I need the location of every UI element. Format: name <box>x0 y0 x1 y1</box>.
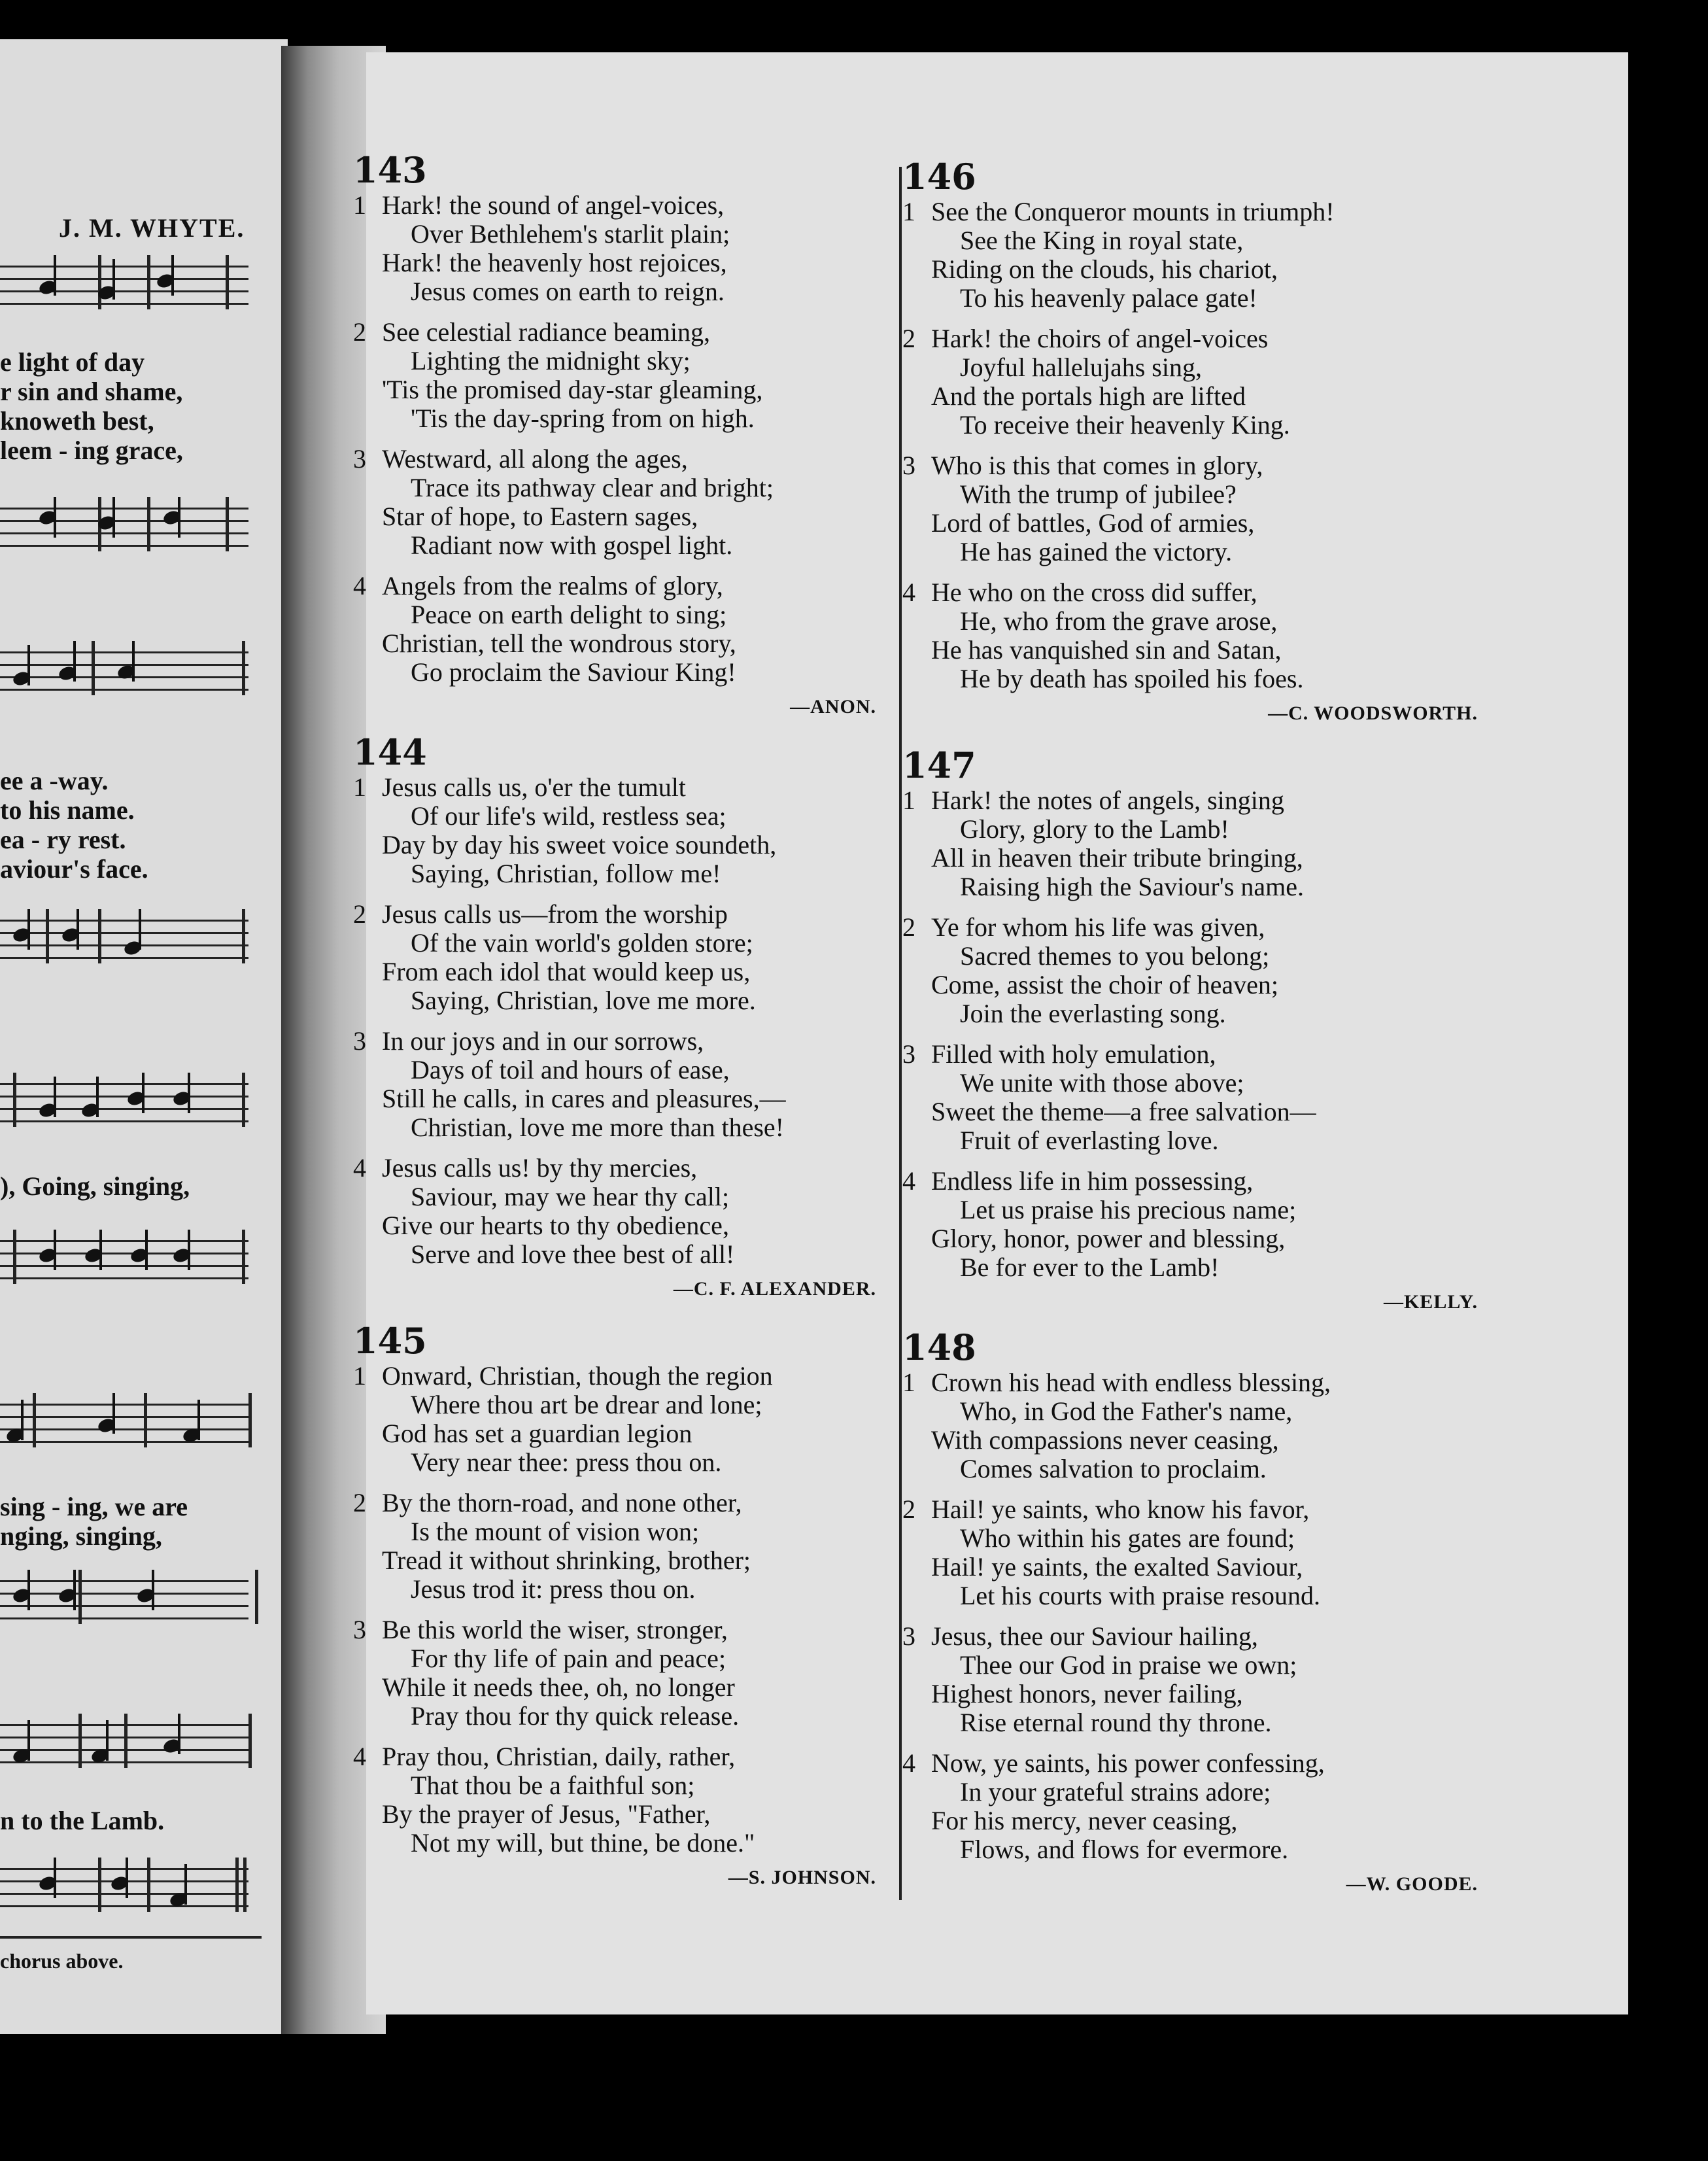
verse-number: 1 <box>353 772 366 802</box>
verse <box>353 445 889 560</box>
verse-line-text: Angels from the realms of glory, <box>382 571 723 600</box>
right-column <box>902 92 1491 1923</box>
previous-page <box>0 39 288 2034</box>
music-staff <box>0 255 248 314</box>
verse <box>902 578 1491 693</box>
verse-line-text: In our joys and in our sorrows, <box>382 1026 704 1056</box>
verse <box>902 1167 1491 1282</box>
music-staff <box>0 1714 248 1772</box>
verse <box>902 913 1491 1028</box>
hymn-146 <box>902 157 1491 725</box>
hymn-number: 147 <box>902 744 976 786</box>
verse-line: Go proclaim the Saviour King! <box>411 657 736 687</box>
lyric-line: to his name. <box>0 795 135 825</box>
verse-line: With the trump of jubilee? <box>960 479 1237 509</box>
lyric-line: e light of day <box>0 347 145 377</box>
verse-number: 1 <box>353 190 366 220</box>
verse-number: 3 <box>902 451 915 480</box>
verse-line: To his heavenly palace gate! <box>960 283 1257 313</box>
verse-number: 2 <box>353 899 366 929</box>
verse-number: 4 <box>902 1748 915 1778</box>
verse-line: Trace its pathway clear and bright; <box>411 473 774 502</box>
verse-line: And the portals high are lifted <box>931 381 1246 411</box>
verse-line: For his mercy, never ceasing, <box>931 1806 1238 1835</box>
verse-line: Peace on earth delight to sing; <box>411 600 727 629</box>
verse-first-line <box>902 1495 1491 1524</box>
verse-number: 2 <box>353 317 366 347</box>
verse <box>353 900 889 1015</box>
verse-line: Not my will, but thine, be done." <box>411 1828 755 1858</box>
verse-line-text: He who on the cross did suffer, <box>931 578 1257 607</box>
verse-line: Who within his gates are found; <box>960 1523 1295 1553</box>
verse-first-line <box>902 1749 1491 1778</box>
verse-line: He by death has spoiled his foes. <box>960 664 1304 693</box>
verse-line: Hark! the heavenly host rejoices, <box>382 248 727 277</box>
verse-first-line <box>353 900 889 929</box>
verse-line: To receive their heavenly King. <box>960 410 1290 440</box>
verse-number: 4 <box>353 1742 366 1771</box>
verse <box>353 318 889 433</box>
verse-line-text: Jesus calls us, o'er the tumult <box>382 772 686 802</box>
music-credit: J. M. WHYTE. <box>59 213 245 243</box>
verse-line-text: Jesus calls us—from the worship <box>382 899 728 929</box>
lyric-line: knoweth best, <box>0 406 154 436</box>
verse-line-text: Westward, all along the ages, <box>382 444 688 474</box>
verse-line-text: By the thorn-road, and none other, <box>382 1488 742 1517</box>
verse-line: Serve and love thee best of all! <box>411 1239 735 1269</box>
verse-line: Join the everlasting song. <box>960 999 1226 1028</box>
verse-number: 2 <box>353 1488 366 1517</box>
verse-line: Fruit of everlasting love. <box>960 1126 1219 1155</box>
lyric-line: leem - ing grace, <box>0 436 183 465</box>
verse-line: Star of hope, to Eastern sages, <box>382 502 698 531</box>
hymn-author: —C. F. ALEXANDER. <box>673 1278 876 1300</box>
lyric-line: r sin and shame, <box>0 377 183 406</box>
verse-line-text: Crown his head with endless blessing, <box>931 1368 1331 1397</box>
verse-line-text: Onward, Christian, though the region <box>382 1361 773 1391</box>
verse <box>353 773 889 888</box>
verse-first-line <box>353 1362 889 1391</box>
verse-line-text: Be this world the wiser, stronger, <box>382 1615 728 1644</box>
lyric-line: aviour's face. <box>0 854 148 884</box>
hymn-author: —S. JOHNSON. <box>728 1867 876 1888</box>
rule <box>0 1936 262 1939</box>
verse-line: Day by day his sweet voice soundeth, <box>382 830 777 859</box>
verse <box>902 1040 1491 1155</box>
verse-first-line <box>353 1616 889 1644</box>
music-staff <box>0 1393 248 1452</box>
verse-first-line <box>902 578 1491 607</box>
music-staff <box>0 641 248 700</box>
verse <box>353 191 889 306</box>
verse-line: Give our hearts to thy obedience, <box>382 1211 729 1240</box>
verse <box>353 1489 889 1604</box>
verse-line: 'Tis the day-spring from on high. <box>411 404 755 433</box>
verse-line: Let us praise his precious name; <box>960 1195 1297 1224</box>
verse <box>353 1027 889 1142</box>
verse-line: Still he calls, in cares and pleasures,— <box>382 1084 786 1113</box>
verse <box>902 324 1491 440</box>
verse-first-line <box>353 572 889 600</box>
verse-line: Glory, glory to the Lamb! <box>960 814 1229 844</box>
verse-line: All in heaven their tribute bringing, <box>931 843 1303 873</box>
lyric-line: ea - ry rest. <box>0 825 126 854</box>
verse-first-line <box>353 1154 889 1183</box>
hymn-143 <box>353 150 889 718</box>
verse-first-line <box>353 773 889 802</box>
hymn-145 <box>353 1321 889 1889</box>
verse-line: Pray thou for thy quick release. <box>411 1701 740 1731</box>
verse-line: We unite with those above; <box>960 1068 1244 1098</box>
verse-line: He, who from the grave arose, <box>960 606 1278 636</box>
verse-first-line <box>902 1040 1491 1069</box>
hymn-author: —ANON. <box>790 696 876 717</box>
verse <box>902 1749 1491 1864</box>
verse-line: Glory, honor, power and blessing, <box>931 1224 1286 1253</box>
verse-line-text: Hail! ye saints, who know his favor, <box>931 1495 1310 1524</box>
verse-line: Lord of battles, God of armies, <box>931 508 1255 538</box>
left-column <box>353 92 889 1923</box>
verse-first-line <box>902 324 1491 353</box>
hymn-number: 148 <box>902 1326 976 1368</box>
verse <box>353 1154 889 1269</box>
verse-first-line <box>353 445 889 474</box>
lyric-line: nging, singing, <box>0 1521 162 1551</box>
verse-number: 3 <box>353 444 366 474</box>
verse-line: Jesus comes on earth to reign. <box>411 277 725 306</box>
hymn-author: —W. GOODE. <box>1346 1873 1478 1895</box>
footnote: chorus above. <box>0 1949 124 1973</box>
verse-line: While it needs thee, oh, no longer <box>382 1672 735 1702</box>
verse-first-line <box>353 318 889 347</box>
verse-line: He has gained the victory. <box>960 537 1233 566</box>
verse-line: Saviour, may we hear thy call; <box>411 1182 730 1211</box>
verse-line: Saying, Christian, follow me! <box>411 859 721 888</box>
verse-line: Comes salvation to proclaim. <box>960 1454 1267 1483</box>
verse-line-text: See celestial radiance beaming, <box>382 317 710 347</box>
verse-line: God has set a guardian legion <box>382 1419 692 1448</box>
verse-number: 3 <box>353 1615 366 1644</box>
verse-line-text: Jesus, thee our Saviour hailing, <box>931 1621 1258 1651</box>
verse-line: Very near thee: press thou on. <box>411 1447 722 1477</box>
verse-line: Lighting the midnight sky; <box>411 346 691 375</box>
verse-number: 1 <box>902 786 915 815</box>
verse-line-text: Jesus calls us! by thy mercies, <box>382 1153 698 1183</box>
verse-line: Riding on the clouds, his chariot, <box>931 254 1278 284</box>
verse-line: For thy life of pain and peace; <box>411 1644 726 1673</box>
verse-line: Sweet the theme—a free salvation— <box>931 1097 1316 1126</box>
verse-line: That thou be a faithful son; <box>411 1771 695 1800</box>
verse-line: Radiant now with gospel light. <box>411 530 733 560</box>
verse-number: 2 <box>902 1495 915 1524</box>
verse-line: Come, assist the choir of heaven; <box>931 970 1278 999</box>
verse-line-text: Who is this that comes in glory, <box>931 451 1263 480</box>
verse-number: 2 <box>902 324 915 353</box>
music-staff <box>0 909 248 968</box>
verse-line: Joyful hallelujahs sing, <box>960 353 1202 382</box>
hymn-148 <box>902 1328 1491 1895</box>
verse-line: Rise eternal round thy throne. <box>960 1708 1272 1737</box>
verse-line: With compassions never ceasing, <box>931 1425 1279 1455</box>
verse-first-line <box>902 913 1491 942</box>
verse-line: Is the mount of vision won; <box>411 1517 700 1546</box>
verse <box>902 1368 1491 1483</box>
verse-line-text: See the Conqueror mounts in triumph! <box>931 197 1335 226</box>
verse-line: Hail! ye saints, the exalted Saviour, <box>931 1552 1303 1582</box>
verse-line-text: Pray thou, Christian, daily, rather, <box>382 1742 736 1771</box>
verse-first-line <box>902 1368 1491 1397</box>
verse <box>353 1742 889 1858</box>
verse-first-line <box>353 1489 889 1517</box>
verse-number: 4 <box>902 1166 915 1196</box>
verse-line: Highest honors, never failing, <box>931 1679 1243 1708</box>
verse <box>902 198 1491 313</box>
verse-line-text: Filled with holy emulation, <box>931 1039 1216 1069</box>
verse-line: By the prayer of Jesus, "Father, <box>382 1799 711 1829</box>
verse <box>353 1616 889 1731</box>
hymn-number: 146 <box>902 156 976 198</box>
verse-line-text: Now, ye saints, his power confessing, <box>931 1748 1325 1778</box>
music-staff <box>0 1570 248 1629</box>
verse-line: Sacred themes to you belong; <box>960 941 1270 971</box>
verse-first-line <box>902 451 1491 480</box>
verse-line: From each idol that would keep us, <box>382 957 751 986</box>
hymn-147 <box>902 746 1491 1313</box>
verse <box>902 1622 1491 1737</box>
verse-first-line <box>353 191 889 220</box>
verse-first-line <box>353 1027 889 1056</box>
verse-number: 3 <box>902 1621 915 1651</box>
hymn-author: —KELLY. <box>1383 1291 1478 1313</box>
verse-first-line <box>902 1622 1491 1651</box>
music-staff <box>0 497 248 556</box>
verse-line: Flows, and flows for evermore. <box>960 1835 1289 1864</box>
verse-line-text: Hark! the choirs of angel-voices <box>931 324 1269 353</box>
verse <box>902 451 1491 566</box>
verse-line-text: Hark! the sound of angel-voices, <box>382 190 725 220</box>
verse-line: Of our life's wild, restless sea; <box>411 801 726 831</box>
music-staff <box>0 1230 248 1288</box>
verse <box>902 1495 1491 1610</box>
verse-first-line <box>902 1167 1491 1196</box>
lyric-line: ee a -way. <box>0 766 109 795</box>
lyric-line: n to the Lamb. <box>0 1806 165 1835</box>
verse-first-line <box>353 1742 889 1771</box>
verse-line: See the King in royal state, <box>960 226 1244 255</box>
verse-line: Of the vain world's golden store; <box>411 928 753 958</box>
verse-line: Let his courts with praise resound. <box>960 1581 1320 1610</box>
verse-line: Who, in God the Father's name, <box>960 1396 1293 1426</box>
verse-line-text: Endless life in him possessing, <box>931 1166 1254 1196</box>
verse-number: 3 <box>902 1039 915 1069</box>
verse-number: 4 <box>353 1153 366 1183</box>
verse-number: 4 <box>353 571 366 600</box>
verse-line: Raising high the Saviour's name. <box>960 872 1305 901</box>
hymn-number: 145 <box>353 1320 427 1362</box>
verse-line: Jesus trod it: press thou on. <box>411 1574 696 1604</box>
verse-line: Thee our God in praise we own; <box>960 1650 1297 1680</box>
verse-first-line <box>902 786 1491 815</box>
column-divider <box>899 167 902 1900</box>
verse <box>902 786 1491 901</box>
verse-number: 4 <box>902 578 915 607</box>
verse-line: Days of toil and hours of ease, <box>411 1055 730 1084</box>
verse-number: 1 <box>902 197 915 226</box>
hymn-author: —C. WOODSWORTH. <box>1268 702 1478 724</box>
verse <box>353 572 889 687</box>
verse-line: Tread it without shrinking, brother; <box>382 1546 751 1575</box>
hymn-number: 144 <box>353 731 427 773</box>
verse-line: Christian, love me more than these! <box>411 1113 784 1142</box>
lyric-line: sing - ing, we are <box>0 1492 188 1521</box>
music-staff <box>0 1073 248 1132</box>
verse-number: 1 <box>902 1368 915 1397</box>
verse-line: Be for ever to the Lamb! <box>960 1253 1220 1282</box>
verse-line: Over Bethlehem's starlit plain; <box>411 219 730 249</box>
verse <box>353 1362 889 1477</box>
verse-line: In your grateful strains adore; <box>960 1777 1271 1807</box>
verse-line: 'Tis the promised day-star gleaming, <box>382 375 763 404</box>
verse-number: 1 <box>353 1361 366 1391</box>
verse-line: Saying, Christian, love me more. <box>411 986 756 1015</box>
verse-number: 2 <box>902 912 915 942</box>
music-staff <box>0 1858 248 1916</box>
verse-line-text: Ye for whom his life was given, <box>931 912 1265 942</box>
verse-line: Where thou art be drear and lone; <box>411 1390 762 1419</box>
verse-line-text: Hark! the notes of angels, singing <box>931 786 1284 815</box>
lyric-line: ), Going, singing, <box>0 1171 190 1201</box>
verse-line: Christian, tell the wondrous story, <box>382 629 736 658</box>
hymn-144 <box>353 733 889 1300</box>
hymn-number: 143 <box>353 149 427 191</box>
verse-first-line <box>902 198 1491 226</box>
verse-line: He has vanquished sin and Satan, <box>931 635 1282 665</box>
verse-number: 3 <box>353 1026 366 1056</box>
